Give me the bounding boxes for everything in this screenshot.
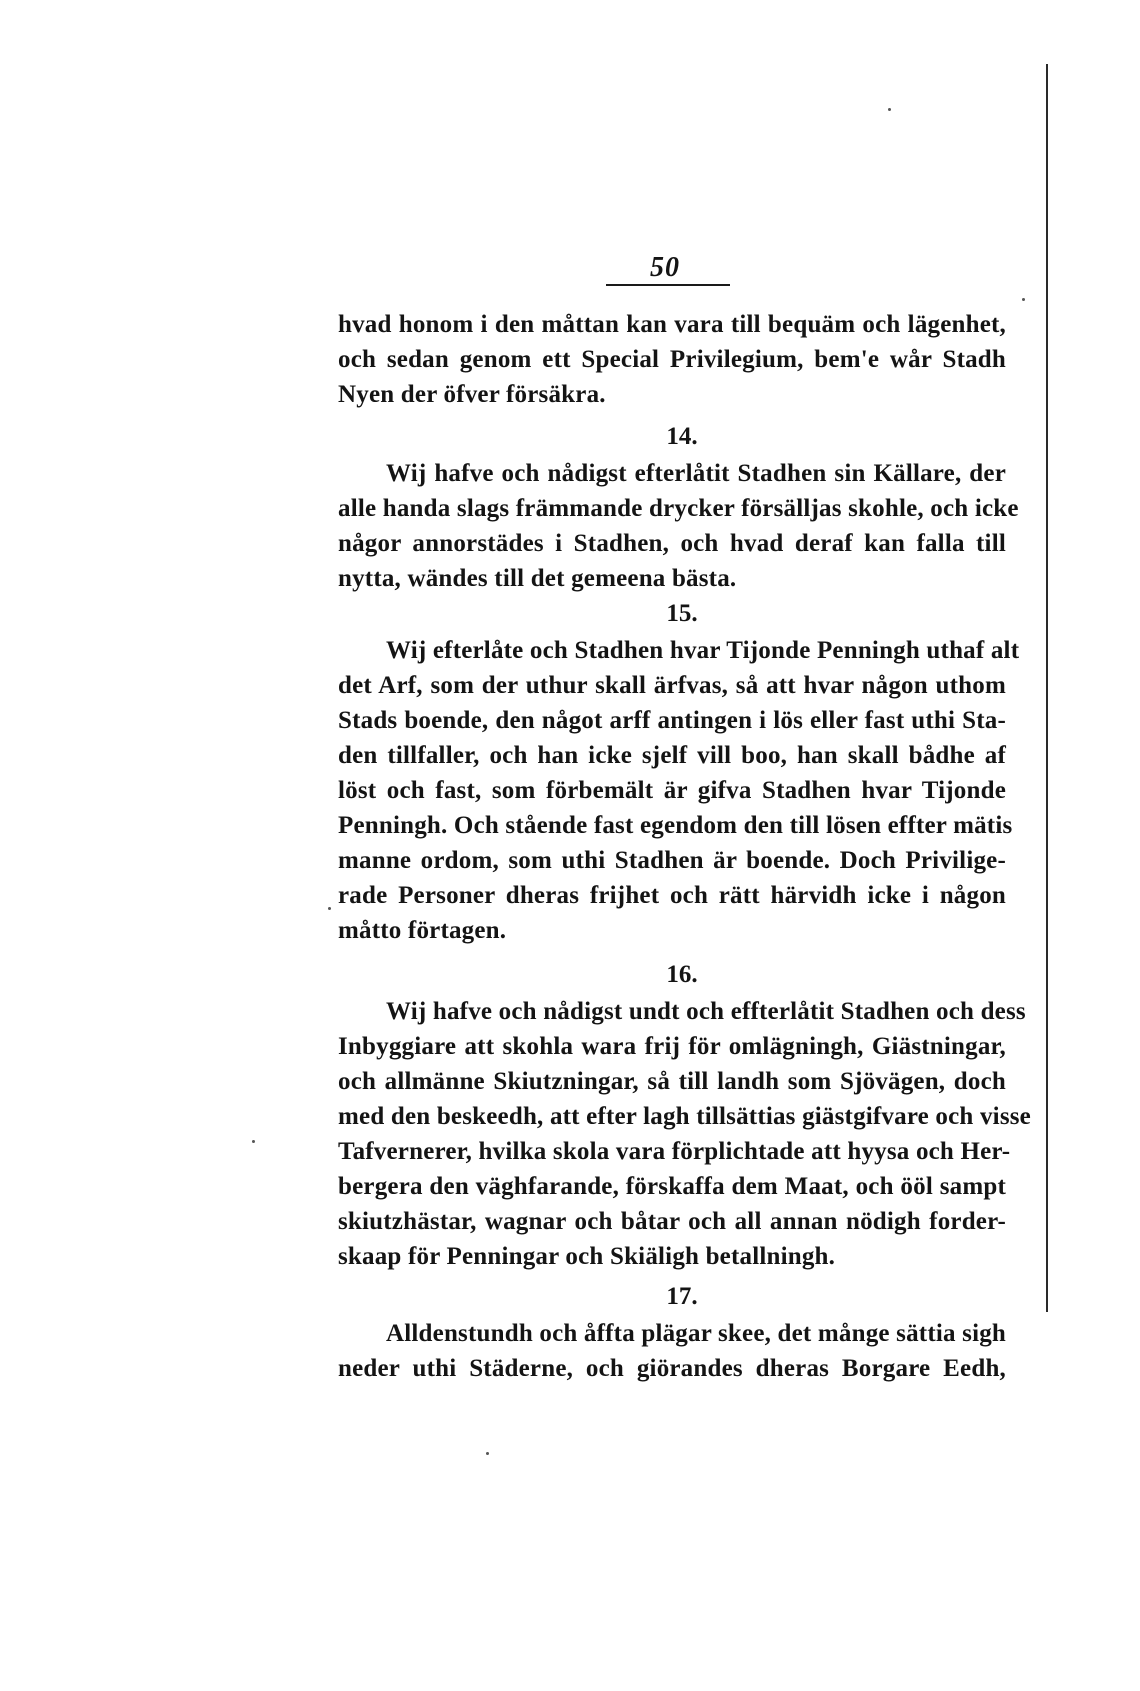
section-16 bbox=[338, 956, 1031, 1274]
text-line: skiutzhästar, wagnar och båtar och all annan nödigh forder- bbox=[338, 1208, 1006, 1235]
text-line: Penningh. Och stående fast egendom den till lösen effter mätis bbox=[338, 812, 1013, 839]
section-number: 17. bbox=[666, 1283, 698, 1310]
text-line: skaap för Penningar och Skiäligh betallningh. bbox=[338, 1243, 836, 1270]
header-rule bbox=[606, 284, 730, 286]
text-line: med den beskeedh, att efter lagh tillsättias giästgifvare och visse bbox=[338, 1103, 1031, 1130]
text-line: Nyen der öfver försäkra. bbox=[338, 381, 606, 408]
text-line: Alldenstundh och åffta plägar skee, det månge sättia sigh bbox=[386, 1320, 1007, 1347]
section-number: 14. bbox=[666, 423, 698, 450]
text-line: någor annorstädes i Stadhen, och hvad deraf kan falla till bbox=[338, 530, 1006, 557]
text-line: Tafvernerer, hvilka skola vara förplichtade att hyysa och Her- bbox=[338, 1138, 1011, 1165]
text-line: måtto förtagen. bbox=[338, 917, 507, 944]
text-line: Stads boende, den något arff antingen i lös eller fast uthi Sta- bbox=[338, 707, 1006, 734]
text-line: manne ordom, som uthi Stadhen är boende. Doch Privilige- bbox=[338, 847, 1006, 874]
text-line: Wij efterlåte och Stadhen hvar Tijonde Penningh uthaf alt bbox=[386, 637, 1020, 664]
scan-speck bbox=[252, 1140, 255, 1143]
text-line: och sedan genom ett Special Privilegium, bem'e wår Stadh bbox=[338, 346, 1006, 373]
intro-paragraph bbox=[338, 307, 1006, 412]
text-line: rade Personer dheras frijhet och rätt härvidh icke i någon bbox=[338, 882, 1006, 909]
text-line: Inbyggiare att skohla wara frij för omlägningh, Giästningar, bbox=[338, 1033, 1006, 1060]
text-line: den tillfaller, och han icke sjelf vill boo, han skall bådhe af bbox=[338, 742, 1006, 769]
scan-speck bbox=[888, 108, 891, 111]
scan-speck bbox=[486, 1452, 489, 1455]
text-line: nytta, wändes till det gemeena bästa. bbox=[338, 565, 737, 592]
text-line: det Arf, som der uthur skall ärfvas, så att hvar någon uthom bbox=[338, 672, 1006, 699]
page-number: 50 bbox=[650, 252, 680, 283]
text-line: Wij hafve och nådigst efterlåtit Stadhen sin Källare, der bbox=[386, 460, 1006, 487]
section-number: 15. bbox=[666, 600, 698, 627]
section-17 bbox=[338, 1278, 1006, 1386]
section-number: 16. bbox=[666, 961, 698, 988]
text-line: hvad honom i den måttan kan vara till bequäm och lägenhet, bbox=[338, 311, 1006, 338]
text-line: löst och fast, som förbemält är gifva Stadhen hvar Tijonde bbox=[338, 777, 1006, 804]
text-line: och allmänne Skiutzningar, så till landh som Sjövägen, doch bbox=[338, 1068, 1006, 1095]
text-line: Wij hafve och nådigst undt och effterlåtit Stadhen och dess bbox=[386, 998, 1026, 1025]
page-edge-line bbox=[1046, 64, 1048, 1312]
text-line: alle handa slags främmande drycker försälljas skohle, och icke bbox=[338, 495, 1019, 522]
section-14 bbox=[338, 418, 1019, 596]
scan-speck bbox=[1022, 298, 1025, 301]
text-line: neder uthi Städerne, och giörandes dheras Borgare Eedh, bbox=[338, 1355, 1006, 1382]
text-line: bergera den väghfarande, förskaffa dem Maat, och ööl sampt bbox=[338, 1173, 1006, 1200]
section-15 bbox=[338, 595, 1020, 948]
scan-speck bbox=[328, 907, 331, 910]
